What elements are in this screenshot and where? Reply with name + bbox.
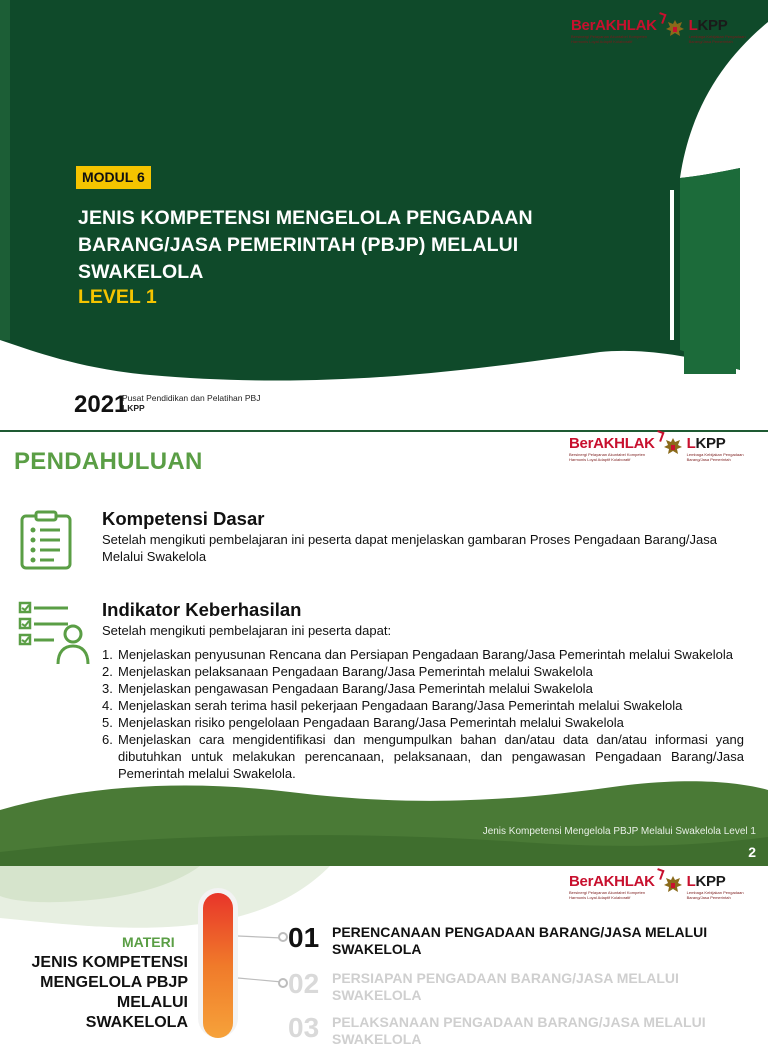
slide-introduction (0, 430, 768, 866)
cover-title (78, 205, 638, 286)
list-item: 4. Menjelaskan serah terima hasil pekerjaan Pengadaan Barang/Jasa Pemerintah melalui Swakelola (102, 698, 683, 713)
lkpp-tagline: Lembaga Kebijakan Pengadaan Barang/Jasa Pemerintah (686, 890, 744, 900)
cover-year: 2021 (74, 391, 128, 418)
materi-title-line: JENIS KOMPETENSI (31, 954, 188, 971)
materi-title-line: MENGELOLA PBJP (40, 974, 188, 991)
indikator-intro: Setelah mengikuti pembelajaran ini peserta dapat: (102, 623, 392, 638)
list-item: 1. Menjelaskan penyusunan Rencana dan Persiapan Pengadaan Barang/Jasa Pemerintah melalui Swakelola (102, 647, 734, 662)
indikator-keberhasilan-title: Indikator Keberhasilan (102, 599, 302, 620)
lkpp-wordmark-prefix: L (686, 873, 696, 890)
topic-number: 01 (288, 922, 320, 953)
lkpp-wordmark-prefix: L (686, 435, 696, 452)
lkpp-tagline: Lembaga Kebijakan Pengadaan Barang/Jasa Pemerintah (686, 452, 744, 462)
berakhlak-wordmark: BerAKHLAK (569, 435, 655, 452)
topic-label: PERENCANAAN PENGADAAN BARANG/JASA MELALUI SWAKELOLA (332, 924, 708, 957)
list-item: 2. Menjelaskan pelaksanaan Pengadaan Barang/Jasa Pemerintah melalui Swakelola (102, 664, 593, 679)
org-acronym: LKPP (122, 403, 145, 413)
cover-organization (122, 393, 260, 413)
cover-title-line: SWAKELOLA (78, 261, 204, 283)
slide-materials (0, 866, 768, 1047)
list-item: 3. Menjelaskan pengawasan Pengadaan Barang/Jasa Pemerintah melalui Swakelola (102, 681, 593, 696)
topic-label: PERSIAPAN PENGADAAN BARANG/JASA MELALUI SWAKELOLA (332, 970, 679, 1003)
cover-title-line: JENIS KOMPETENSI MENGELOLA PENGADAAN (78, 207, 533, 229)
timeline-dot (278, 932, 288, 942)
materi-title-line: MELALUI (116, 994, 188, 1011)
berakhlak-logo (571, 18, 657, 44)
topic-item-03 (288, 1014, 732, 1048)
topic-item-01 (288, 924, 732, 958)
page-number: 2 (748, 844, 756, 860)
cover-level: LEVEL 1 (78, 286, 157, 308)
page-title: PENDAHULUAN (14, 448, 203, 475)
lkpp-wordmark-prefix: L (688, 17, 698, 34)
materi-label: MATERI (122, 934, 175, 950)
berakhlak-tagline: Bersinergi Pelayanan Akuntabel Kompeten Harmonis Loyal Adaptif Kolaboratif (569, 452, 646, 462)
objectives-list (102, 646, 744, 782)
list-item: 6. Menjelaskan cara mengidentifikasi dan mengumpulkan bahan dan/atau data dan/atau informasi yang dibutuhkan untuk melakukan perencanaan, pelaksanaan, dan pengawasan Pengadaan Barang/Jasa Pemerintah melalui Swakelola. (102, 732, 744, 781)
lkpp-wordmark: KPP (697, 17, 728, 34)
materi-title-line: SWAKELOLA (85, 1014, 188, 1031)
timeline-dot (278, 978, 288, 988)
org-name: Pusat Pendidikan dan Pelatihan PBJ (122, 393, 261, 403)
berakhlak-wordmark: BerAKHLAK (569, 873, 655, 890)
berakhlak-wordmark: BerAKHLAK (571, 17, 657, 34)
kompetensi-dasar-text: Setelah mengikuti pembelajaran ini peserta dapat menjelaskan gambaran Proses Pengadaan Barang/Jasa Melalui Swakelola (102, 532, 718, 564)
topic-label: PELAKSANAAN PENGADAAN BARANG/JASA MELALUI SWAKELOLA (332, 1014, 706, 1047)
berakhlak-tagline: Bersinergi Pelayanan Akuntabel Kompeten Harmonis Loyal Adaptif Kolaboratif (569, 890, 646, 900)
list-item: 5. Menjelaskan risiko pengelolaan Pengadaan Barang/Jasa Pemerintah melalui Swakelola (102, 715, 624, 730)
garuda-emblem-icon (665, 18, 685, 40)
lkpp-wordmark: KPP (695, 435, 726, 452)
person-checklist-icon (18, 600, 88, 670)
garuda-emblem-icon (663, 436, 683, 458)
lkpp-logo (663, 436, 767, 462)
kompetensi-dasar-title: Kompetensi Dasar (102, 508, 265, 529)
slide-cover (0, 0, 768, 430)
topic-item-02 (288, 970, 732, 1004)
cover-logos (571, 18, 769, 44)
module-badge: MODUL 6 (76, 166, 151, 189)
berakhlak-logo (569, 436, 655, 462)
lkpp-tagline: Lembaga Kebijakan Pengadaan Barang/Jasa Pemerintah (688, 34, 746, 44)
topic-number: 03 (288, 1012, 320, 1043)
berakhlak-tagline: Bersinergi Pelayanan Akuntabel Kompeten Harmonis Loyal Adaptif Kolaboratif (571, 34, 648, 44)
lkpp-logo (665, 18, 769, 44)
lkpp-wordmark: KPP (695, 873, 726, 890)
clipboard-checklist-icon (18, 510, 74, 570)
cover-title-line: BARANG/JASA PEMERINTAH (PBJP) MELALUI (78, 234, 519, 256)
topic-number: 02 (288, 968, 320, 999)
slide-footer: Jenis Kompetensi Mengelola PBJP Melalui Swakelola Level 1 (482, 826, 756, 837)
intro-logos (569, 436, 767, 462)
